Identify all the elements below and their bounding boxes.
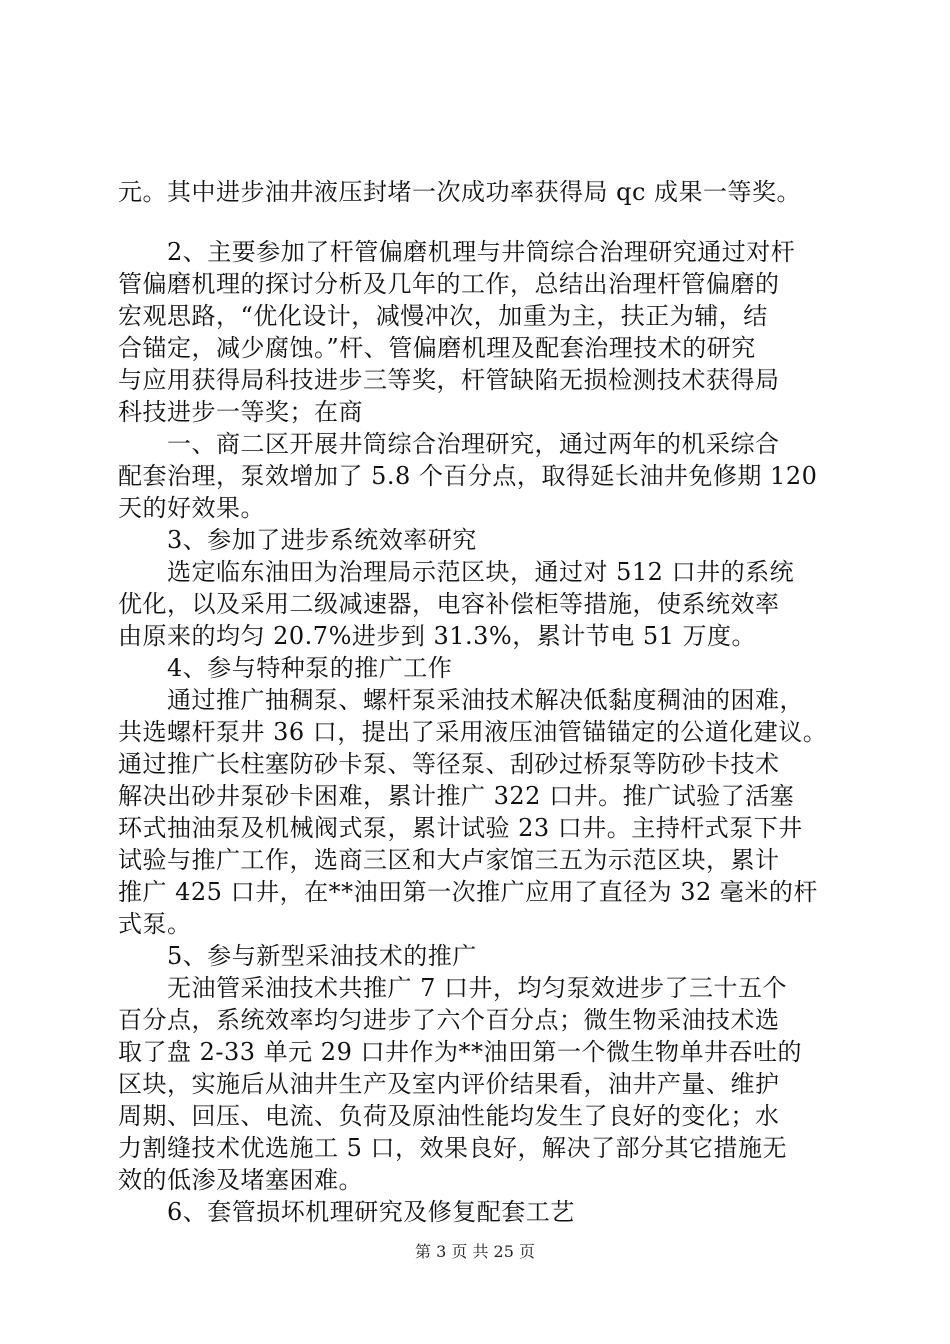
text-line: 5、参与新型采油技术的推广: [118, 942, 477, 970]
text-line: 宏观思路，“优化设计，减慢冲次，加重为主，扶正为辅，结: [118, 302, 768, 330]
text-line: 试验与推广工作，选商三区和大卢家馆三五为示范区块，累计: [118, 846, 780, 874]
text-line: 配套治理，泵效增加了 5.8 个百分点，取得延长油井免修期 120: [118, 462, 818, 490]
text-line: 推广 425 口井，在**油田第一次推广应用了直径为 32 毫米的杆: [118, 878, 818, 906]
text-line: 式泵。: [118, 910, 192, 938]
text-line: 科技进步一等奖；在商: [118, 398, 363, 426]
text-line: 合锚定，减少腐蚀。”杆、管偏磨机理及配套治理技术的研究: [118, 334, 756, 362]
text-line: 通过推广长柱塞防砂卡泵、等径泵、刮砂过桥泵等防砂卡技术: [118, 750, 780, 778]
text-line: 4、参与特种泵的推广工作: [118, 654, 453, 682]
text-line: 选定临东油田为治理局示范区块，通过对 512 口井的系统: [118, 558, 795, 586]
text-line: 力割缝技术优选施工 5 口，效果良好，解决了部分其它措施无: [118, 1134, 788, 1162]
text-line: 3、参加了进步系统效率研究: [118, 526, 477, 554]
text-line: 元。其中进步油井液压封堵一次成功率获得局 qc 成果一等奖。: [118, 178, 802, 206]
text-line: 通过推广抽稠泵、螺杆泵采油技术解决低黏度稠油的困难，: [118, 686, 804, 714]
text-line: 一、商二区开展井筒综合治理研究，通过两年的机采综合: [118, 430, 780, 458]
text-line: 6、套管损坏机理研究及修复配套工艺: [118, 1198, 575, 1226]
text-line: 百分点，系统效率均匀进步了六个百分点；微生物采油技术选: [118, 1006, 780, 1034]
text-line: 2、主要参加了杆管偏磨机理与井筒综合治理研究通过对杆: [118, 238, 796, 266]
page-number-footer: 第 3 页 共 25 页: [415, 1242, 535, 1261]
text-line: 共选螺杆泵井 36 口，提出了采用液压油管锚锚定的公道化建议。: [118, 718, 828, 746]
text-line: 区块，实施后从油井生产及室内评价结果看，油井产量、维护: [118, 1070, 780, 1098]
text-line: 环式抽油泵及机械阀式泵，累计试验 23 口井。主持杆式泵下井: [118, 814, 803, 842]
text-line: 效的低渗及堵塞困难。: [118, 1166, 363, 1194]
text-line: 周期、回压、电流、负荷及原油性能均发生了良好的变化；水: [118, 1102, 780, 1130]
text-line: 取了盘 2-33 单元 29 口井作为**油田第一个微生物单井吞吐的: [118, 1038, 802, 1066]
text-line: 管偏磨机理的探讨分析及几年的工作，总结出治理杆管偏磨的: [118, 270, 780, 298]
text-line: 天的好效果。: [118, 494, 265, 522]
text-line: 优化，以及采用二级减速器，电容补偿柜等措施，使系统效率: [118, 590, 780, 618]
text-line: 由原来的均匀 20.7%进步到 31.3%，累计节电 51 万度。: [118, 622, 757, 650]
text-line: 解决出砂井泵砂卡困难，累计推广 322 口井。推广试验了活塞: [118, 782, 795, 810]
text-line: 与应用获得局科技进步三等奖，杆管缺陷无损检测技术获得局: [118, 366, 780, 394]
text-line: 无油管采油技术共推广 7 口井，均匀泵效进步了三十五个: [118, 974, 788, 1002]
